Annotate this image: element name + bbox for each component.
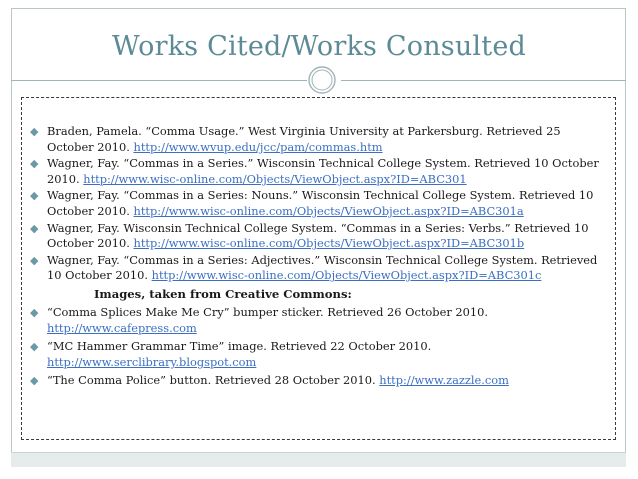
- citation-text: Wagner, Fay. Wisconsin Technical College System. “Commas in a Series: Verbs.” Retrieved 10 October 2010.: [47, 220, 589, 251]
- credit-link[interactable]: http://www.cafepress.com: [47, 320, 197, 335]
- credit-link[interactable]: http://www.serclibrary.blogspot.com: [47, 354, 257, 369]
- bullet-icon: ◆: [30, 374, 39, 388]
- title-divider-right: [341, 80, 626, 81]
- citation-text: Wagner, Fay. “Commas in a Series: Nouns.” Wisconsin Technical College System. Retrieved 10 October 2010.: [47, 188, 594, 218]
- citation-link[interactable]: http://www.wvup.edu/jcc/pam/commas.htm: [133, 139, 383, 154]
- list-item: [29, 339, 599, 370]
- list-item: [29, 253, 599, 284]
- list-item: [29, 305, 599, 336]
- citation-link[interactable]: http://www.wisc-online.com/Objects/ViewObject.aspx?ID=ABC301a: [133, 203, 524, 218]
- works-cited-list: [29, 124, 599, 285]
- bullet-icon: ◆: [30, 253, 39, 267]
- page-title: Works Cited/Works Consulted: [112, 31, 526, 62]
- images-heading: Images, taken from Creative Commons:: [94, 287, 352, 301]
- title-divider-left: [11, 80, 307, 81]
- footer-band: [11, 452, 626, 467]
- credit-text: “MC Hammer Grammar Time” image. Retrieved 22 October 2010.: [47, 339, 432, 354]
- credit-text: “The Comma Police” button. Retrieved 28 October 2010.: [47, 373, 380, 388]
- circle-ornament-icon: [307, 65, 337, 95]
- list-item: [29, 188, 599, 219]
- image-credits-list: [29, 305, 599, 392]
- citation-text: Wagner, Fay. “Commas in a Series.” Wisconsin Technical College System. Retrieved 10 October 2010.: [47, 156, 599, 186]
- bullet-icon: ◆: [30, 221, 39, 235]
- credit-text: “Comma Splices Make Me Cry” bumper sticker. Retrieved 26 October 2010.: [47, 305, 488, 319]
- citation-link[interactable]: http://www.wisc-online.com/Objects/ViewObject.aspx?ID=ABC301: [83, 171, 467, 186]
- bullet-icon: ◆: [30, 125, 39, 138]
- list-item: [29, 156, 599, 187]
- credit-link[interactable]: http://www.zazzle.com: [379, 373, 509, 388]
- bullet-icon: ◆: [30, 157, 39, 171]
- citation-link[interactable]: http://www.wisc-online.com/Objects/ViewObject.aspx?ID=ABC301b: [133, 236, 525, 251]
- list-item: [29, 373, 599, 389]
- bullet-icon: ◆: [30, 340, 39, 354]
- citation-text: Wagner, Fay. “Commas in a Series: Adjectives.” Wisconsin Technical College System. Retrieved 10 October 2010.: [47, 252, 598, 283]
- citation-text: Braden, Pamela. “Comma Usage.” West Virginia University at Parkersburg. Retrieved 25 October 2010.: [47, 124, 561, 154]
- list-item: [29, 124, 599, 155]
- citation-link[interactable]: http://www.wisc-online.com/Objects/ViewObject.aspx?ID=ABC301c: [151, 268, 542, 283]
- list-item: [29, 221, 599, 252]
- bullet-icon: ◆: [30, 306, 39, 319]
- bullet-icon: ◆: [30, 189, 39, 203]
